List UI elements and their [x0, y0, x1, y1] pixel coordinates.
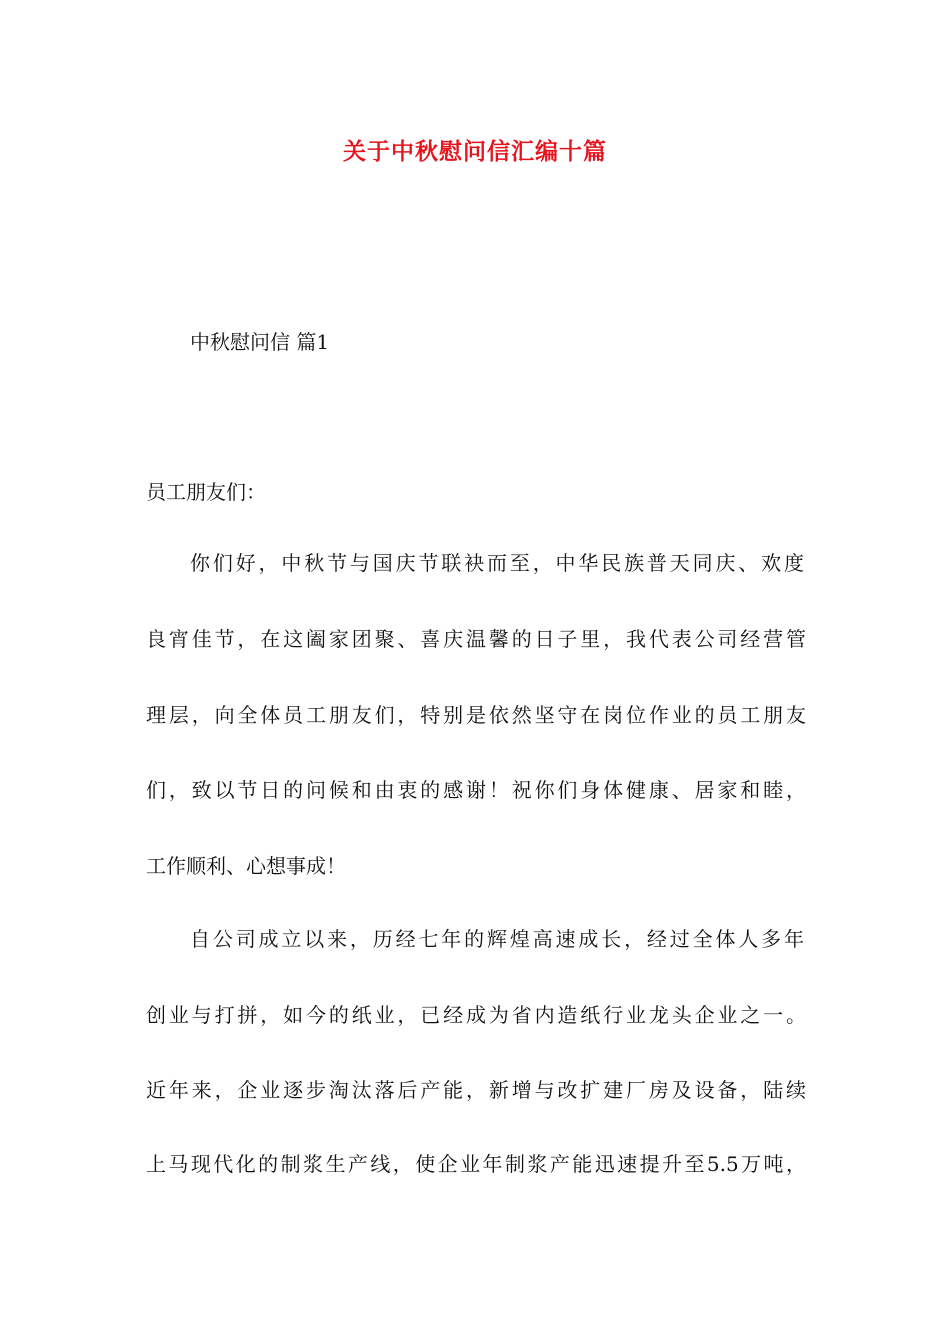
salutation: 员工朋友们： [146, 480, 266, 504]
paragraph-line: 上马现代化的制浆生产线，使企业年制浆产能迅速提升至5.5万吨， [146, 1152, 806, 1176]
paragraph-line: 创业与打拼，如今的纸业，已经成为省内造纸行业龙头企业之一。 [146, 1003, 806, 1027]
paragraph-line: 们，致以节日的问候和由衷的感谢！祝你们身体健康、居家和睦， [146, 778, 806, 802]
paragraph-line: 工作顺利、心想事成！ [146, 854, 346, 878]
paragraph-line: 自公司成立以来，历经七年的辉煌高速成长，经过全体人多年 [190, 927, 804, 951]
paragraph-line: 良宵佳节，在这阖家团聚、喜庆温馨的日子里，我代表公司经营管 [146, 627, 806, 651]
paragraph-line: 你们好，中秋节与国庆节联袂而至，中华民族普天同庆、欢度 [190, 551, 804, 575]
document-title: 关于中秋慰问信汇编十篇 [343, 139, 607, 165]
section-heading: 中秋慰问信 篇1 [190, 330, 330, 354]
paragraph-line: 近年来，企业逐步淘汰落后产能，新增与改扩建厂房及设备，陆续 [146, 1078, 806, 1102]
paragraph-line: 理层，向全体员工朋友们，特别是依然坚守在岗位作业的员工朋友 [146, 703, 806, 727]
